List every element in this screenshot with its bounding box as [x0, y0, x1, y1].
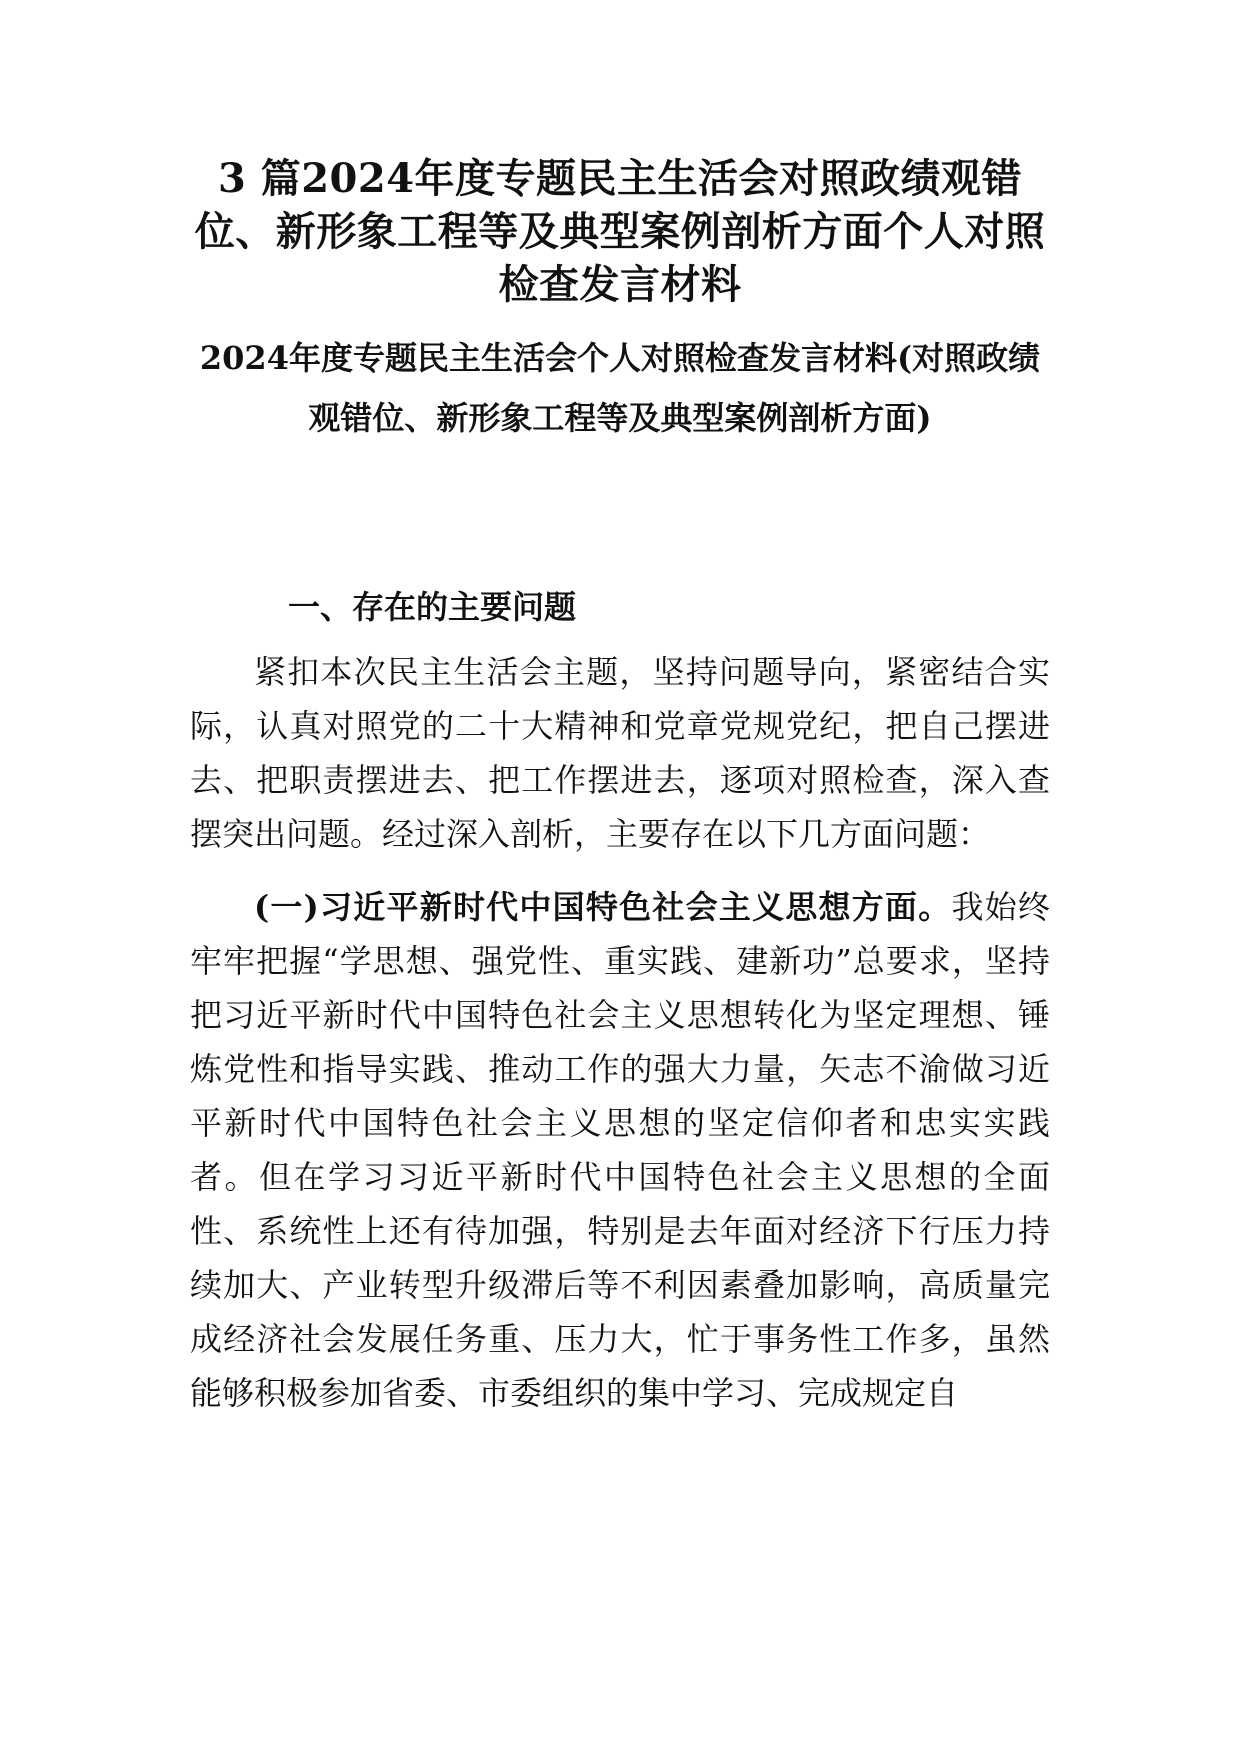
- document-title: 3 篇2024年度专题民主生活会对照政绩观错位、新形象工程等及典型案例剖析方面个人对照检查发言材料: [194, 155, 1046, 308]
- section-heading: 一、存在的主要问题: [288, 588, 577, 626]
- paragraph-intro: 紧扣本次民主生活会主题，坚持问题导向，紧密结合实际，认真对照党的二十大精神和党章党规党纪，把自己摆进去、把职责摆进去、把工作摆进去，逐项对照检查，深入查摆突出问题。经过深入剖析，主要存在以下几方面问题：: [190, 653, 1050, 853]
- paragraph-lead: (一)习近平新时代中国特色社会主义思想方面。: [254, 888, 952, 926]
- document-subtitle: 2024年度专题民主生活会个人对照检查发言材料(对照政绩观错位、新形象工程等及典型案例剖析方面): [199, 339, 1041, 437]
- paragraph-ideology: [190, 880, 1050, 1420]
- paragraph-body: 我始终牢牢把握“学思想、强党性、重实践、建新功”总要求，坚持把习近平新时代中国特色社会主义思想转化为坚定理想、锤炼党性和指导实践、推动工作的强大力量，矢志不渝做习近平新时代中国特色社会主义思想的坚定信仰者和忠实实践者。但在学习习近平新时代中国特色社会主义思想的全面性、系统性上还有待加强，特别是去年面对经济下行压力持续加大、产业转型升级滞后等不利因素叠加影响，高质量完成经济社会发展任务重、压力大，忙于事务性工作多，虽然能够积极参加省委、市委组织的集中学习、完成规定自: [190, 888, 1050, 1412]
